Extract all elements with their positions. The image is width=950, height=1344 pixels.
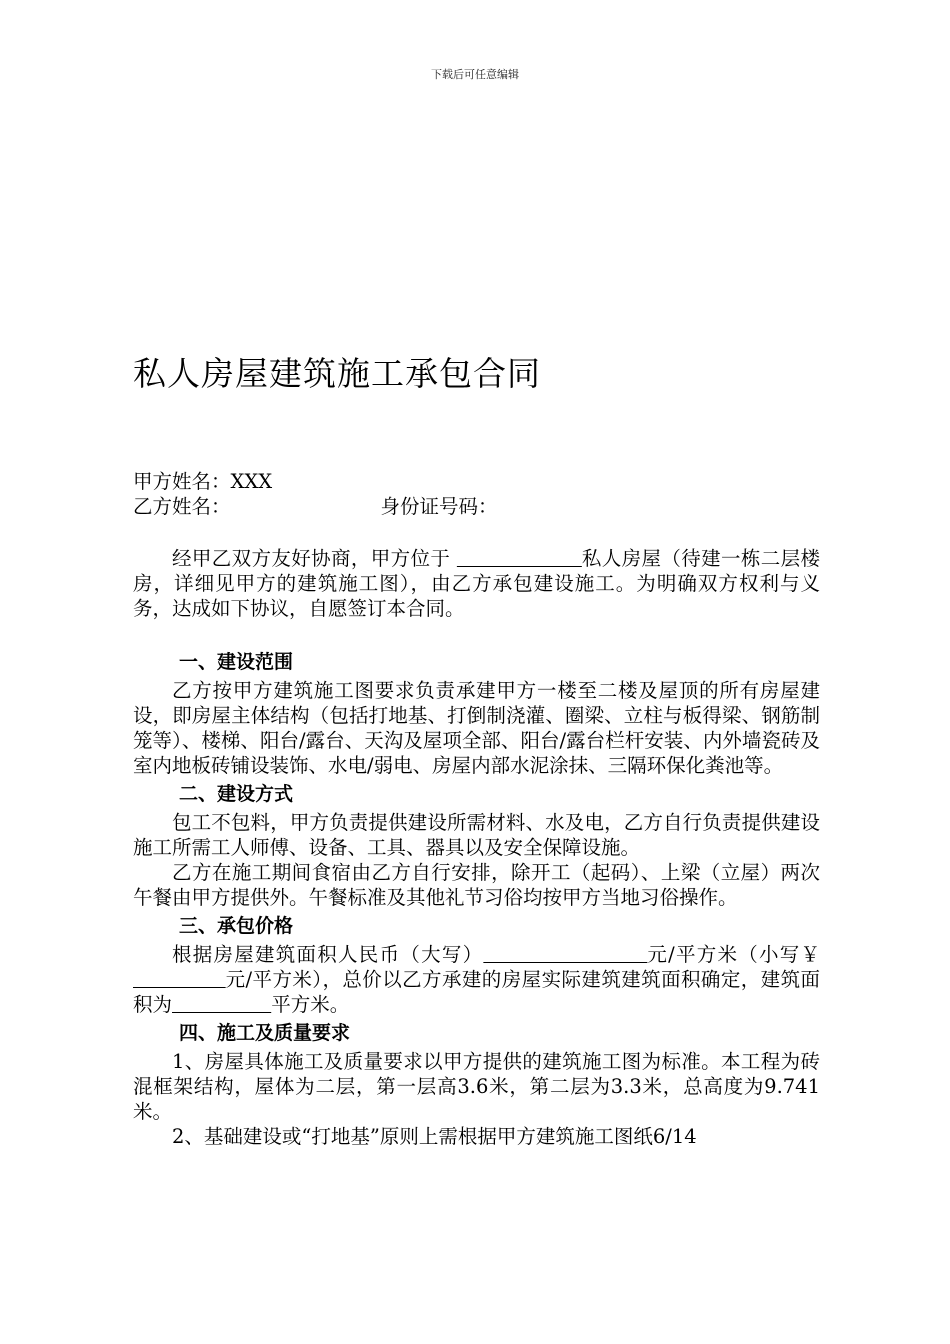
intro-text-1: 经甲乙双方友好协商，甲方位于	[172, 547, 451, 570]
party-b-line	[133, 494, 820, 519]
intro-text-2: 私人房屋（待建一栋二层楼房，详细见甲方的建筑施工图），由乙方承包建设施工。为明确双方权利与义务，达成如下协议，自愿签订本合同。	[133, 547, 820, 620]
area-blank	[172, 993, 271, 1016]
contract-body	[133, 469, 820, 1149]
price-paragraph	[133, 942, 820, 1017]
price-text-4: 平方米。	[271, 993, 350, 1016]
method-paragraph-2: 乙方在施工期间食宿由乙方自行安排，除开工（起码）、上梁（立屋）两次午餐由甲方提供外。午餐标准及其他礼节习俗均按甲方当地习俗操作。	[133, 861, 820, 909]
price-text-1: 根据房屋建筑面积人民币（大写）	[172, 943, 484, 966]
price-text-3: 元/平方米），总价以乙方承建的房屋实际建筑建筑面积确定，建筑面积为	[133, 968, 820, 1016]
section-title-quality: 四、施工及质量要求	[179, 1022, 351, 1044]
quality-paragraph-1: 1、房屋具体施工及质量要求以甲方提供的建筑施工图为标准。本工程为砖混框架结构，屋体为二层，第一层高3.6米，第二层为3.3米，总高度为9.741米。	[133, 1050, 820, 1123]
location-blank	[457, 547, 582, 570]
price-text-2: 元/平方米（小写￥	[647, 943, 820, 966]
section-title-price: 三、承包价格	[179, 915, 294, 937]
intro-paragraph	[133, 546, 820, 621]
quality-paragraph-2: 2、基础建设或“打地基”原则上需根据甲方建筑施工图纸6/14	[172, 1125, 697, 1148]
scope-paragraph: 乙方按甲方建筑施工图要求负责承建甲方一楼至二楼及屋顶的所有房屋建设，即房屋主体结构（包括打地基、打倒制浇灌、圈梁、立柱与板得梁、钢筋制笼等）、楼梯、阳台/露台、天沟及屋项全部、阳台/露台栏杆安装、内外墙瓷砖及室内地板砖铺设装饰、水电/弱电、房屋内部水泥涂抹、三隔环保化粪池等。	[133, 679, 820, 777]
party-a-name: XXX	[230, 470, 273, 493]
document-title: 私人房屋建筑施工承包合同	[133, 354, 541, 393]
section-title-scope: 一、建设范围	[179, 651, 294, 673]
price-uppercase-blank	[483, 943, 647, 966]
party-a-line	[133, 469, 820, 494]
party-b-label: 乙方姓名：	[133, 495, 231, 518]
section-title-method: 二、建设方式	[179, 783, 294, 805]
id-number-label: 身份证号码：	[380, 495, 498, 518]
header-note: 下载后可任意编辑	[431, 68, 519, 81]
price-lowercase-blank	[133, 968, 226, 991]
party-a-label: 甲方姓名：	[133, 470, 231, 493]
method-paragraph-1: 包工不包料，甲方负责提供建设所需材料、水及电，乙方自行负责提供建设施工所需工人师傅、设备、工具、器具以及安全保障设施。	[133, 811, 820, 859]
